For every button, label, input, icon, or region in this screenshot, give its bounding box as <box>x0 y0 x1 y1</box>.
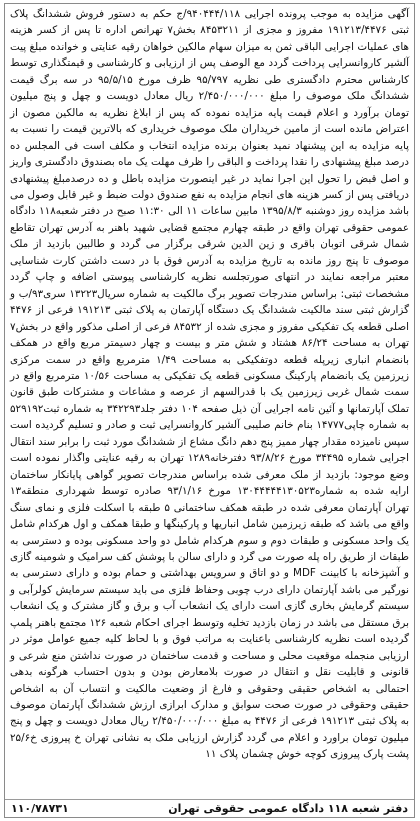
auction-notice-text: آگهی مزایده به موجب پرونده اجرایی ۹۴۰۴۴۴/۱۱۸/ج حکم به دستور فروش ششدانگ پلاک ثبتی ۱۹۱۲۱۳/۴۴۷۶ مفروز و مجزی از ۸۴۵۳۲۱۱ بخش۷ تهرانص اداره تا پس از کسر هزینه های عملیات اجرایی الباقی ثمن به میزان سهام مالکین خواهان رقیه عنایتی و خوانده مبلغ پیت آلشیر کاروانسرایی پرداخت گردد مع الوصف پس از ارزیابی و کارشناسی و قیمتگذاری توسط کارشناس محترم دادگستری طی نظریه ۹۵/۷۹۷ ظرف مورخ ۹۵/۵/۱۵ در سه برگ قیمت ششدانگ ملک موصوف را مبلغ ۲/۴۵۰/۰۰۰/۰۰۰ ریال معادل دویست و چهل و پنج میلیون تومان برآورد و اعلام قیمت پایه مزایده نموده که پس از ابلاغ نظریه به مالکین مصون از اعتراض مانده است از مامین خریداران ملک موصوف خریداری که بالاترین قیمت را نسبت به پایه مزایده به این پیشنهاد نمید بعنوان برنده مزایده انتخاب و مکلف است فی المجلس ده درصد مبلغ پیشنهادی را نقدا پرداخت و الباقی را ظرف مهلت یک ماه بصندوق دادگستری واریز و اصل قبض را تحول این اجرا نماید در غیر اینصورت مزایده باطل و ده درصدمبلغ پیشنهادی دریافتی پس از کسر هزینه های انجام مزایده به نفع صندوق دولت ضبط و غیر قابل وصول می باشد مزایده روز دوشنبه ۱۳۹۵/۸/۳ مابین ساعات ۱۱ الی ۱۱:۳۰ صبح در دفتر شعبه۱۱۸ دادگاه عمومی حقوقی تهران واقع در طبقه چهارم مجتمع قضایی شهید باهنر به آدرس تهران تقاطع شمال شرقی اتوبان باقری و زین الدین شرقی برگزار می گردد و طالبین بازدید از ملک موصوف تا پنج روز مانده به تاریخ مزایده به آدرس فوق با در دست داشتن کارت شناسایی معتبر مراجعه نمایند در انتهای صورتجلسه نظریه کارشناسی پیوستی اضافه و چاپ گردد مشخصات ثبتی: براساس مندرجات تصویر برگ مالکیت به شماره سریال۱۳۲۲۳ سری۹۳/ب و گزارش ثبتی سند مالکیت ششدانگ یک دستگاه آپارتمان به پلاک ثبتی ۱۹۱۲۱۳ فرعی از ۴۴۷۶ اصلی قطعه یک تفکیکی مفروز و مجزی شده از ۸۴۵۳۲ فرعی از اصلی مذکور واقع در بخش۷ تهران به مساحت ۸۶/۲۴ هشتاد و شش متر و بیست و چهار دسیمتر مربع واقع در همکف بانضمام انباری زیرپله قطعه دوتفکیکی به مساحت ۱/۴۹ مترمربع واقع در سمت مرکزی زیرزمین یک بانضمام پارکینگ مسکونی قطعه یک تفکیکی به مساحت ۱۰/۵۶ مترمربع واقع در سمت شمال غربی زیرزمین یک با قدرالسهم از عرصه و مشاعات و مشترکات طبق قانون تملک آپارتمانها و آئین نامه اجرایی آن ذیل صفحه ۱۰۴ دفتر جلد۳۴۲۲۹۳ به شماره ثبت۵۲۹۱۹۲ به شماره چاپی۱۴۷۷۷ بنام خانم صلیبی آلشیر کاروانسرایی ثبت و صادر و تسلیم گردیده است سپس ناميزده مقدار چهار ممیز پنج دهم دانگ مشاع از ششدانگ مورد ثبت را برابر سند انتقال اجرایی شماره ۳۴۴۹۵ مورخ ۹۳/۸/۲۶ دفترخانه۱۲۸۹ تهران به رقیه عنایتی واگذار نموده است وضع موجود: بازدید از ملک معرفی شده براساس مندرجات تصویر گواهی پایانکار ساختمان ارایه شده به شماره۱۳۰۴۴۴۴۴۱۳۰۵۲۳ مورخ ۹۳/۱/۱۶ صادره توسط شهرداری منطقه۱۳ تهران آپارتمان معرفی شده در طبقه همکف ساختمانی ۵ طبقه با اسکلت فلزی و نمای سنگ واقع می باشد که طبقه زیرزمین شامل انباریها و پارکینگها و طبقا همکف و اول هرکدام شامل یک واحد مسکونی و طبقات دوم و سوم هرکدام شامل دو واحد مسکونی بوده و دسترسی به طبقات از طریق راه پله صورت می گرد و دارای سالن با پوشش کف سرامیک و شومینه گازی و آشپزخانه با کابینت MDF و دو اتاق و سرویس بهداشتی و حمام بوده و دارای دسترسی به نورگیر می باشد آپارتمان دارای درب چوبی وحفاظ فلزی می باید سیستم سرمایش کولرآبی و سیستم گرمایش بخاری گازی است دارای یک انشعاب آب و برق و گاز مشترک و یک انشعاب برق مستقل می باشد در زمان بازدید تخلیه وتوسط اجرای احکام شعبه ۱۲۶ مجتمع باهنر پلمپ گردیده است نظریه کارشناسی باعنایت به مراتب فوق و با لحاظ کلیه جمیع عوامل موثر در ارزیابی منجمله موقعیت محلی و مساحت و قدمت ساختمان در صورت نداشتن منع شرعی و قانونی و قابلیت نقل و انتقال در صورت بلامعارض بودن و بدون احتساب هرگونه بدهی احتمالی به اشخاص حقیقی وحقوقی و فارغ از وضعیت مالکیت و انتساب آن به اشخاص حقیقی وحقوقی در صورت صحت سوابق و مدارک ابرازی ارزش ششدانگ آپارتمان موصوف به پلاک ثبتی ۱۹۱۲۱۳ فرعی از ۴۴۷۶ به مبلغ ۲/۴۵۰/۰۰۰/۰۰۰ ریال معادل دویست و چهل و پنج میلیون تومان براورد و اعلام می گردد گزارش ارزیابی ملک به نشانی تهران خ پیروزی خ۲۵/۶ پشت پارک پیروزی کوچه خوش چشمان پلاک ۱۱ <box>10 8 410 761</box>
court-office-signature: دفتر شعبه ۱۱۸ دادگاه عمومی حقوقی تهران <box>168 802 408 815</box>
notice-reference-code: ۱۱۰/۷۸۷۳۱ <box>11 802 69 815</box>
notice-footer <box>5 799 414 817</box>
legal-notice-box <box>4 3 415 818</box>
